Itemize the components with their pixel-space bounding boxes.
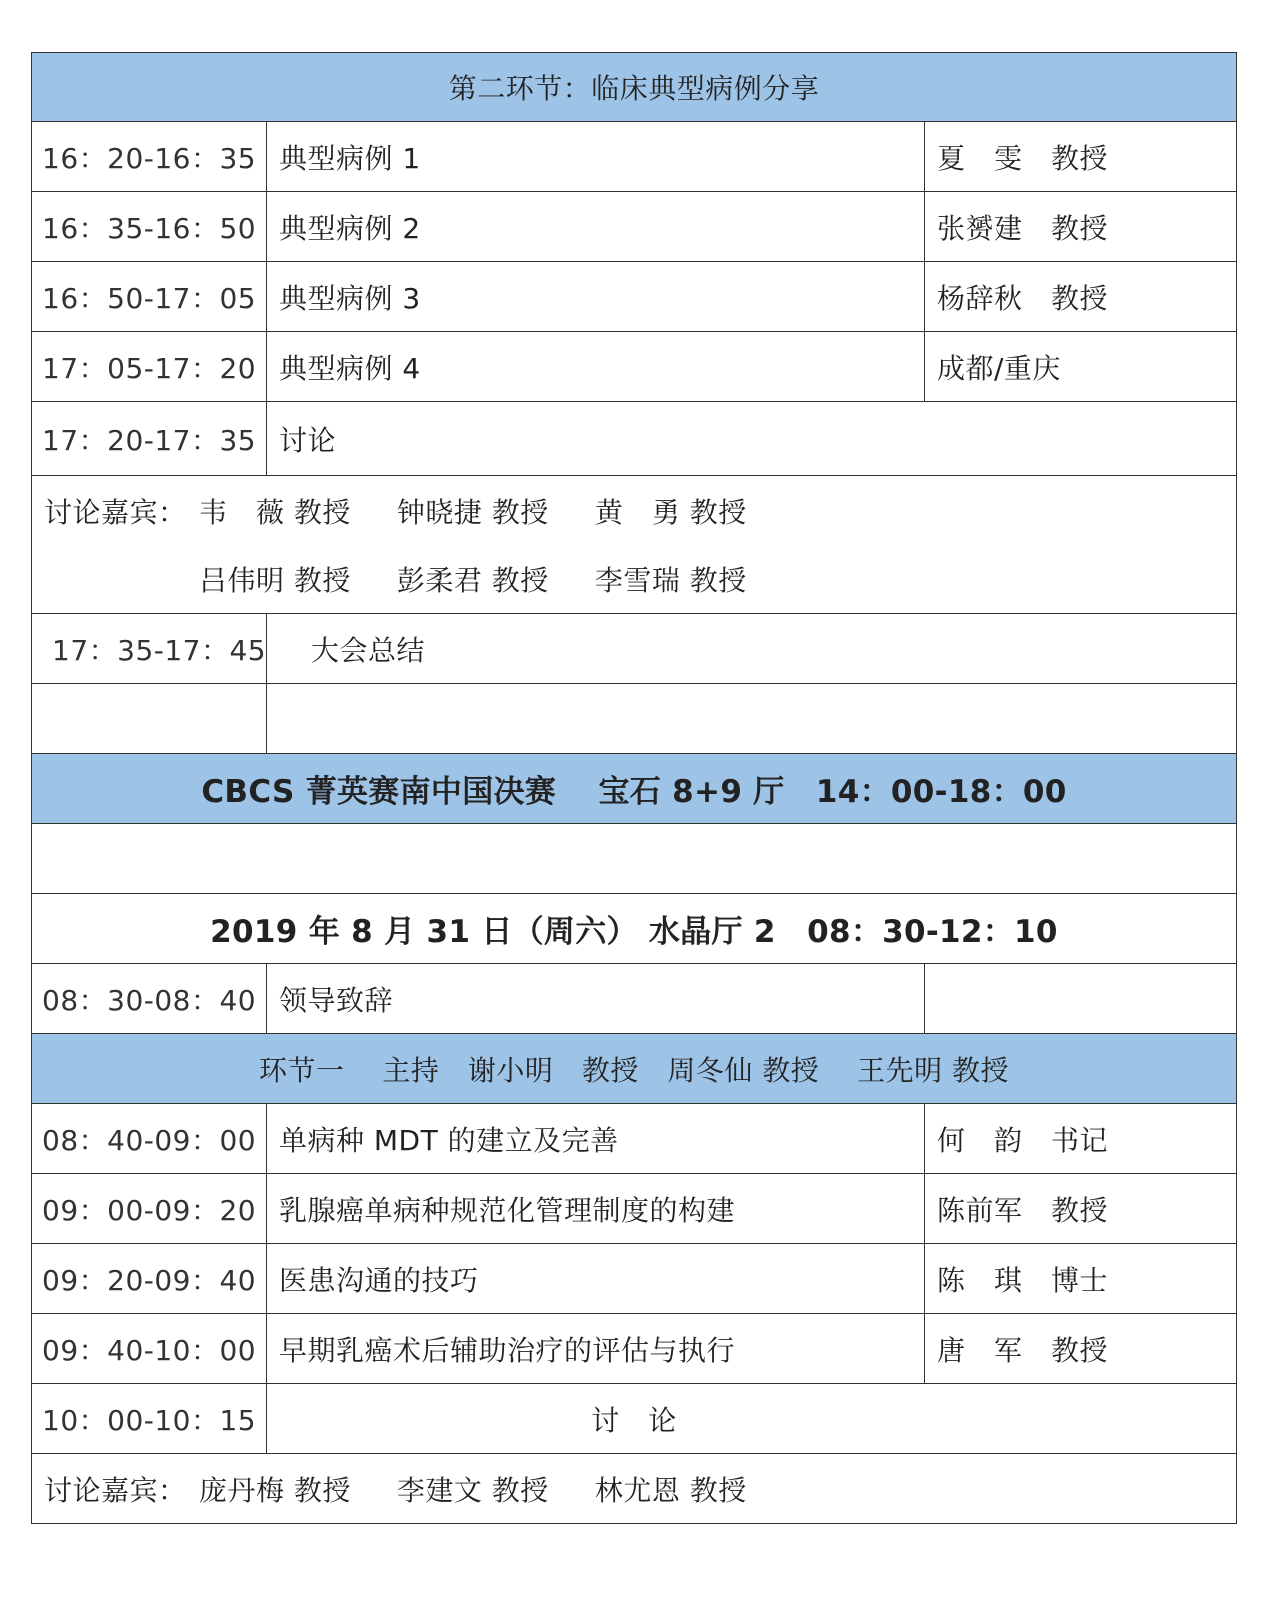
table-row [31, 122, 1237, 192]
time-cell: 08：40-09：00 [32, 1104, 267, 1173]
topic-cell: 典型病例 4 [267, 332, 925, 401]
guests-block [32, 476, 1236, 613]
schedule-table [31, 52, 1237, 1524]
topic-cell: 大会总结 [311, 633, 426, 667]
section1-title: 环节一 主持 谢小明 教授 周冬仙 教授 王先明 教授 [258, 1053, 1010, 1087]
empty-row [31, 824, 1237, 894]
topic-cell: 讨 论 [591, 1403, 677, 1437]
topic-cell: 典型病例 3 [267, 262, 925, 331]
topic-cell: 典型病例 2 [267, 192, 925, 261]
speaker-cell: 何 韵 书记 [937, 1123, 1109, 1157]
topic-cell: 典型病例 1 [267, 122, 925, 191]
guests-label: 讨论嘉宾： [44, 1473, 187, 1507]
table-row [31, 1244, 1237, 1314]
guest-name: 庞丹梅 教授 [199, 1473, 351, 1507]
day-header [31, 894, 1237, 964]
section1-header [31, 1034, 1237, 1104]
cbcs-banner-text: CBCS 菁英赛南中国决赛 宝石 8+9 厅 14：00-18：00 [201, 774, 1067, 810]
speaker-cell [925, 964, 1236, 1033]
empty-time-cell [32, 684, 267, 753]
guests-row [31, 1454, 1237, 1524]
speaker-cell: 陈 琪 博士 [937, 1263, 1109, 1297]
table-row [31, 262, 1237, 332]
empty-cell [32, 824, 1236, 893]
section2-title: 第二环节：临床典型病例分享 [448, 72, 820, 105]
table-row [31, 964, 1237, 1034]
time-cell: 10：00-10：15 [32, 1384, 267, 1453]
topic-cell: 单病种 MDT 的建立及完善 [267, 1104, 925, 1173]
topic-cell: 早期乳癌术后辅助治疗的评估与执行 [267, 1314, 925, 1383]
guests-line [44, 545, 793, 613]
topic-cell: 医患沟通的技巧 [267, 1244, 925, 1313]
cbcs-banner [31, 754, 1237, 824]
table-row [31, 192, 1237, 262]
guest-name: 韦 薇 教授 [199, 495, 351, 529]
guest-name: 李建文 教授 [396, 1473, 549, 1507]
time-cell: 08：30-08：40 [32, 964, 267, 1033]
time-cell: 09：20-09：40 [32, 1244, 267, 1313]
table-row [31, 332, 1237, 402]
time-cell: 17：20-17：35 [32, 402, 267, 475]
table-row [31, 1104, 1237, 1174]
guests-line [44, 477, 793, 545]
guest-name: 李雪瑞 教授 [594, 563, 747, 597]
time-cell: 17：35-17：45 [32, 614, 267, 683]
discussion-row [31, 402, 1237, 476]
summary-row [31, 614, 1237, 684]
speaker-cell: 唐 军 教授 [937, 1333, 1109, 1367]
guest-name: 钟晓捷 教授 [396, 495, 549, 529]
time-cell: 16：20-16：35 [32, 122, 267, 191]
time-cell: 09：40-10：00 [32, 1314, 267, 1383]
table-row [31, 1314, 1237, 1384]
guest-name: 黄 勇 教授 [594, 495, 747, 529]
day-header-text: 2019 年 8 月 31 日（周六） 水晶厅 2 08：30-12：10 [210, 914, 1058, 950]
guest-name: 林尤恩 教授 [594, 1473, 747, 1507]
speaker-cell: 夏 雯 教授 [937, 141, 1109, 175]
speaker-cell: 成都/重庆 [937, 351, 1061, 385]
guests-block [32, 1454, 793, 1523]
discussion-row [31, 1384, 1237, 1454]
guest-name: 彭柔君 教授 [396, 563, 549, 597]
speaker-cell: 张赟建 教授 [937, 211, 1109, 245]
speaker-cell: 陈前军 教授 [937, 1193, 1109, 1227]
section2-header [31, 52, 1237, 122]
empty-row [31, 684, 1237, 754]
speaker-cell: 杨辞秋 教授 [937, 281, 1109, 315]
table-row [31, 1174, 1237, 1244]
empty-topic-cell [267, 684, 1236, 753]
time-cell: 16：35-16：50 [32, 192, 267, 261]
topic-cell: 乳腺癌单病种规范化管理制度的构建 [267, 1174, 925, 1243]
topic-cell: 讨论 [279, 423, 337, 457]
time-cell: 09：00-09：20 [32, 1174, 267, 1243]
time-cell: 17：05-17：20 [32, 332, 267, 401]
guests-row [31, 476, 1237, 614]
time-cell: 16：50-17：05 [32, 262, 267, 331]
guests-label: 讨论嘉宾： [44, 495, 187, 529]
topic-cell: 领导致辞 [267, 964, 925, 1033]
guest-name: 吕伟明 教授 [199, 563, 351, 597]
